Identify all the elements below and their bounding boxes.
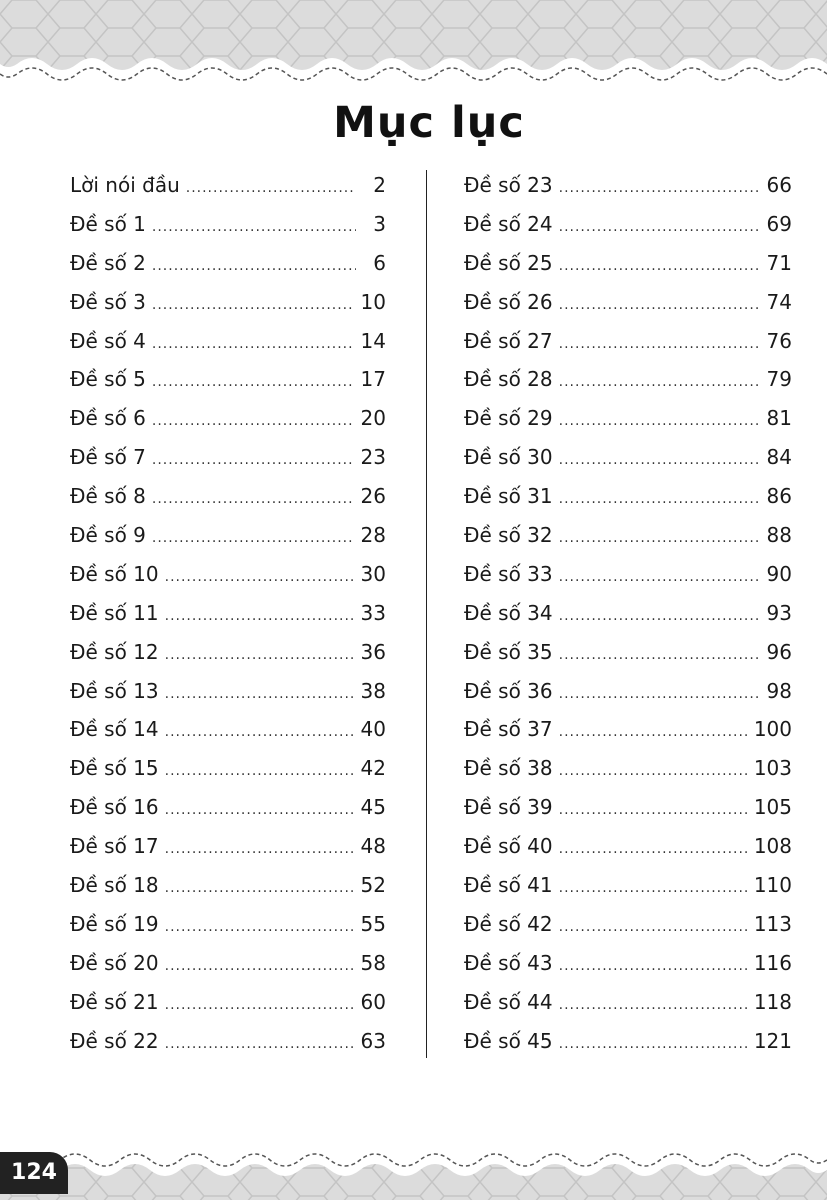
toc-entry-label: Đề số 40 <box>464 834 553 859</box>
toc-entry <box>70 244 386 283</box>
toc-entry-label: Đề số 35 <box>464 639 553 664</box>
toc-entry-label: Đề số 7 <box>70 445 146 470</box>
toc-entry-page: 38 <box>360 678 386 703</box>
toc-entry <box>70 633 386 672</box>
dot-leader <box>559 480 761 519</box>
dot-leader <box>165 830 355 869</box>
toc-entry-label: Đề số 25 <box>464 250 553 275</box>
dot-leader <box>559 675 761 714</box>
toc-entry <box>70 905 386 944</box>
toc-entry <box>70 438 386 477</box>
toc-entry-label: Đề số 15 <box>70 756 159 781</box>
toc-right-column <box>464 166 792 1060</box>
toc-entry-page: 116 <box>753 950 792 975</box>
toc-entry-page: 103 <box>753 756 792 781</box>
toc-entry <box>464 244 792 283</box>
toc-entry-page: 81 <box>766 406 792 431</box>
toc-entry <box>464 283 792 322</box>
toc-entry-page: 71 <box>766 250 792 275</box>
dot-leader <box>559 441 761 480</box>
toc-entry-page: 45 <box>360 795 386 820</box>
dot-leader <box>165 947 355 986</box>
toc-entry <box>70 866 386 905</box>
toc-entry-label: Đề số 3 <box>70 289 146 314</box>
toc-entry-page: 74 <box>766 289 792 314</box>
dot-leader <box>165 675 355 714</box>
toc-entry-page: 63 <box>360 1028 386 1053</box>
dot-leader <box>559 791 748 830</box>
toc-entry-page: 40 <box>360 717 386 742</box>
toc-entry-label: Đề số 10 <box>70 561 159 586</box>
toc-entry-page: 79 <box>766 367 792 392</box>
toc-entry <box>464 827 792 866</box>
toc-entry-page: 100 <box>753 717 792 742</box>
toc-entry <box>464 633 792 672</box>
toc-entry-label: Lời nói đầu <box>70 173 180 197</box>
toc-entry-page: 69 <box>766 211 792 236</box>
dot-leader <box>165 636 355 675</box>
toc-entry-page: 36 <box>360 639 386 664</box>
toc-entry-label: Đề số 6 <box>70 406 146 431</box>
toc-entry-label: Đề số 14 <box>70 717 159 742</box>
toc-entry-page: 58 <box>360 950 386 975</box>
toc-entry-page: 6 <box>373 250 386 275</box>
toc-entry <box>464 944 792 983</box>
toc-entry-page: 60 <box>360 989 386 1014</box>
toc-entry <box>70 594 386 633</box>
toc-entry-page: 118 <box>753 989 792 1014</box>
toc-entry <box>464 866 792 905</box>
column-divider <box>426 170 427 1058</box>
toc-entry <box>464 205 792 244</box>
toc-entry-label: Đề số 36 <box>464 678 553 703</box>
toc-entry-label: Đề số 13 <box>70 678 159 703</box>
toc-entry-page: 66 <box>766 173 792 197</box>
toc-entry-label: Đề số 12 <box>70 639 159 664</box>
toc-entry-label: Đề số 45 <box>464 1028 553 1053</box>
page-number-badge: 124 <box>0 1152 68 1194</box>
dot-leader <box>559 208 761 247</box>
toc-entry-label: Đề số 22 <box>70 1028 159 1053</box>
toc-entry-page: 110 <box>753 873 792 898</box>
dot-leader <box>559 869 748 908</box>
toc-entry <box>70 710 386 749</box>
toc-entry <box>70 944 386 983</box>
dot-leader <box>559 947 748 986</box>
toc-entry-label: Đề số 11 <box>70 600 159 625</box>
toc-entry <box>70 1022 386 1061</box>
dot-leader <box>559 830 748 869</box>
toc-entry <box>464 594 792 633</box>
dot-leader <box>165 1025 355 1064</box>
toc-entry <box>70 555 386 594</box>
dot-leader <box>559 325 761 364</box>
toc-entry-label: Đề số 23 <box>464 173 553 197</box>
toc-entry-page: 93 <box>766 600 792 625</box>
dot-leader <box>559 286 761 325</box>
toc-entry-label: Đề số 21 <box>70 989 159 1014</box>
toc-entry <box>464 516 792 555</box>
toc-entry-label: Đề số 4 <box>70 328 146 353</box>
dot-leader <box>559 986 748 1025</box>
toc-entry-page: 105 <box>753 795 792 820</box>
toc-entry <box>70 322 386 361</box>
toc-entry-page: 2 <box>373 173 386 197</box>
toc-entry-label: Đề số 43 <box>464 950 553 975</box>
dot-leader <box>559 752 748 791</box>
dot-leader <box>165 597 355 636</box>
toc-entry <box>70 983 386 1022</box>
dot-leader <box>152 402 355 441</box>
toc-entry-page: 52 <box>360 873 386 898</box>
toc-entry-page: 14 <box>360 328 386 353</box>
toc-entry <box>464 399 792 438</box>
toc-entry-label: Đề số 26 <box>464 289 553 314</box>
toc-entry <box>464 555 792 594</box>
toc-entry-page: 90 <box>766 561 792 586</box>
toc-entry <box>70 399 386 438</box>
dot-leader <box>559 558 761 597</box>
dot-leader <box>559 908 748 947</box>
toc-entry-page: 84 <box>766 445 792 470</box>
toc-entry <box>464 1022 792 1061</box>
toc-entry-label: Đề số 34 <box>464 600 553 625</box>
dot-leader <box>152 480 355 519</box>
toc-entry <box>464 710 792 749</box>
toc-entry-label: Đề số 32 <box>464 523 553 548</box>
toc-entry <box>70 360 386 399</box>
dot-leader <box>559 713 748 752</box>
toc-entry-label: Đề số 41 <box>464 873 553 898</box>
toc-entry-page: 20 <box>360 406 386 431</box>
toc-entry-page: 86 <box>766 484 792 509</box>
toc-entry-label: Đề số 44 <box>464 989 553 1014</box>
toc-entry-label: Đề số 1 <box>70 211 146 236</box>
toc-entry-page: 88 <box>766 523 792 548</box>
toc-entry-label: Đề số 27 <box>464 328 553 353</box>
toc-entry <box>70 788 386 827</box>
toc-entry <box>70 516 386 555</box>
dot-leader <box>152 441 355 480</box>
toc-entry-label: Đề số 2 <box>70 250 146 275</box>
toc-entry <box>464 438 792 477</box>
dot-leader <box>559 1025 748 1064</box>
dot-leader <box>152 286 355 325</box>
toc-entry-label: Đề số 29 <box>464 406 553 431</box>
dot-leader <box>559 169 761 208</box>
toc-entry-label: Đề số 42 <box>464 911 553 936</box>
footer-decoration <box>0 1140 827 1200</box>
toc-entry <box>464 477 792 516</box>
toc-entry-page: 33 <box>360 600 386 625</box>
toc-entry-label: Đề số 17 <box>70 834 159 859</box>
toc-entry <box>70 827 386 866</box>
toc-entry-label: Đề số 9 <box>70 523 146 548</box>
toc-entry <box>70 672 386 711</box>
dot-leader <box>559 597 761 636</box>
toc-entry <box>464 360 792 399</box>
toc-entry-page: 96 <box>766 639 792 664</box>
dot-leader <box>559 519 761 558</box>
toc-entry-page: 3 <box>373 211 386 236</box>
toc-entry <box>70 166 386 205</box>
toc-entry <box>464 983 792 1022</box>
toc-entry <box>70 477 386 516</box>
toc-entry-page: 48 <box>360 834 386 859</box>
toc-entry-page: 55 <box>360 911 386 936</box>
dot-leader <box>152 363 355 402</box>
toc-entry-page: 113 <box>753 911 792 936</box>
page-title: Mục lục <box>333 98 525 148</box>
toc-entry <box>464 788 792 827</box>
dot-leader <box>559 363 761 402</box>
toc-entry-label: Đề số 37 <box>464 717 553 742</box>
toc-entry-label: Đề số 16 <box>70 795 159 820</box>
toc-entry-page: 26 <box>360 484 386 509</box>
dot-leader <box>559 636 761 675</box>
toc-entry-page: 30 <box>360 561 386 586</box>
toc-entry <box>464 166 792 205</box>
toc-entry-page: 121 <box>753 1028 792 1053</box>
toc-entry-label: Đề số 19 <box>70 911 159 936</box>
toc-entry <box>464 749 792 788</box>
toc-left-column <box>70 166 386 1060</box>
toc-entry <box>464 672 792 711</box>
dot-leader <box>152 519 355 558</box>
toc-entry <box>70 749 386 788</box>
toc-entry-page: 108 <box>753 834 792 859</box>
dot-leader <box>152 247 356 286</box>
toc-entry-page: 76 <box>766 328 792 353</box>
toc-entry-label: Đề số 31 <box>464 484 553 509</box>
toc-entry <box>70 205 386 244</box>
toc-entry-label: Đề số 39 <box>464 795 553 820</box>
toc-entry-label: Đề số 5 <box>70 367 146 392</box>
toc-entry-label: Đề số 8 <box>70 484 146 509</box>
dot-leader <box>152 325 355 364</box>
dot-leader <box>165 908 355 947</box>
dot-leader <box>165 869 355 908</box>
dot-leader <box>165 713 355 752</box>
toc-entry-page: 10 <box>360 289 386 314</box>
toc-entry-label: Đề số 24 <box>464 211 553 236</box>
dot-leader <box>559 402 761 441</box>
toc-entry-page: 28 <box>360 523 386 548</box>
dot-leader <box>152 208 356 247</box>
toc-entry-label: Đề số 38 <box>464 756 553 781</box>
toc-entry <box>464 905 792 944</box>
toc-entry <box>70 283 386 322</box>
dot-leader <box>165 986 355 1025</box>
toc-entry-label: Đề số 18 <box>70 873 159 898</box>
toc-entry <box>464 322 792 361</box>
toc-entry-page: 17 <box>360 367 386 392</box>
toc-entry-label: Đề số 20 <box>70 950 159 975</box>
header-decoration <box>0 0 827 90</box>
toc-entry-page: 98 <box>766 678 792 703</box>
toc-entry-page: 42 <box>360 756 386 781</box>
dot-leader <box>186 169 356 208</box>
toc-entry-label: Đề số 30 <box>464 445 553 470</box>
dot-leader <box>165 752 355 791</box>
dot-leader <box>559 247 761 286</box>
toc-entry-label: Đề số 33 <box>464 561 553 586</box>
toc-entry-label: Đề số 28 <box>464 367 553 392</box>
dot-leader <box>165 791 355 830</box>
dot-leader <box>165 558 355 597</box>
toc-entry-page: 23 <box>360 445 386 470</box>
